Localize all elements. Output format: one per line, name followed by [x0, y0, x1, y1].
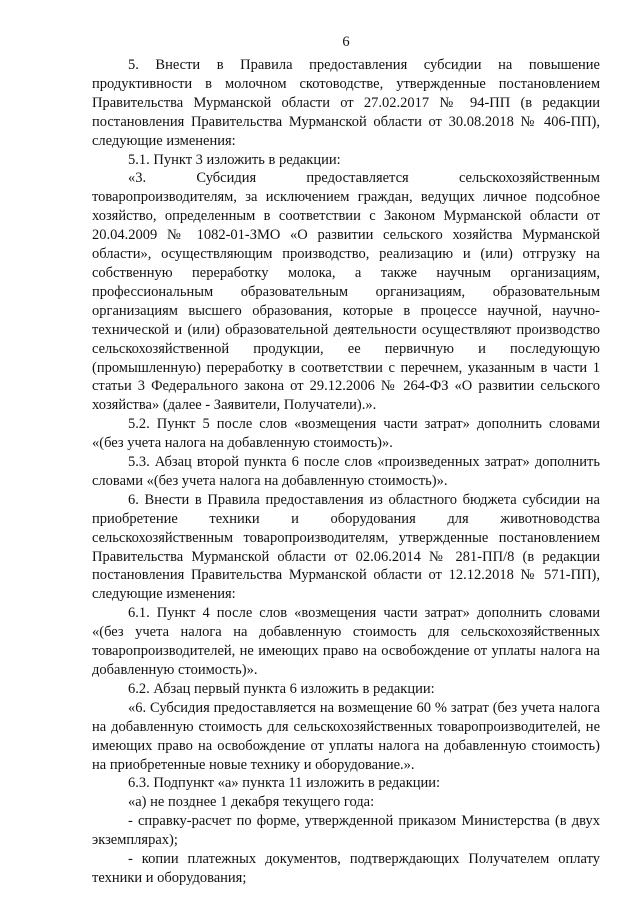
paragraph-6-1: 6.1. Пункт 4 после слов «возмещения части затрат» дополнить словами «(без учета налога на добавленную стоимость для сельскохозяйственных товаропроизводителей, не имеющих право на освобождение от уплаты налога на добавленную стоимость)».: [92, 605, 600, 678]
list-item-payment-copies: - копии платежных документов, подтверждающих Получателем оплату техники и оборудования;: [92, 851, 600, 886]
paragraph-6-2-text: «6. Субсидия предоставляется на возмещение 60 % затрат (без учета налога на добавленную стоимость для сельскохозяйственных товаропроизводителей, не имеющих право на освобождение от уплаты налога на добавленную стоимость) на приобретенные новые технику и оборудование.».: [92, 699, 600, 773]
paragraph-6-3-a: «а) не позднее 1 декабря текущего года:: [128, 794, 375, 811]
paragraph-5-1: 5.1. Пункт 3 изложить в редакции:: [128, 151, 341, 168]
paragraph-5-2: 5.2. Пункт 5 после слов «возмещения части затрат» дополнить словами «(без учета налога на добавленную стоимость)».: [92, 416, 600, 452]
paragraph-6-3: 6.3. Подпункт «а» пункта 11 изложить в редакции:: [128, 775, 441, 792]
document-body: [92, 56, 600, 888]
paragraph-5-1-text: «3. Субсидия предоставляется сельскохозяйственным товаропроизводителям, за исключением граждан, ведущих личное подсобное хозяйство, определенным в соответствии с Законом Мурманской области от 20.04.2009 № 1082-01-ЗМО «О развитии сельского хозяйства Мурманской области», осуществляющим производство, реализацию и (или) отгрузку на собственную переработку молока, а также научным организациям, профессиональным образовательным организациям, образовательным организациям высшего образования, которые в процессе научной, научно-технической и (или) образовательной деятельности осуществляют производство сельскохозяйственной продукции, ее первичную и последующую (промышленную) переработку в соответствии с перечнем, указанным в части 1 статьи 3 Федерального закона от 29.12.2006 № 264-ФЗ «О развитии сельского хозяйства» (далее - Заявители, Получатели).».: [92, 170, 600, 414]
paragraph-6: 6. Внести в Правила предоставления из областного бюджета субсидии на приобретение техники и оборудования для животноводства сельскохозяйственным товаропроизводителям, утвержденные постановлением Правительства Мурманской области от 02.06.2014 № 281-ПП/8 (в редакции постановления Правительства Мурманской области от 12.12.2018 № 571-ПП), следующие изменения:: [92, 491, 600, 603]
page-number: 6: [342, 34, 350, 50]
paragraph-6-2: 6.2. Абзац первый пункта 6 изложить в редакции:: [128, 680, 435, 697]
paragraph-5-3: 5.3. Абзац второй пункта 6 после слов «произведенных затрат» дополнить словами «(без учета налога на добавленную стоимость)».: [92, 454, 600, 489]
list-item-calculation: - справку-расчет по форме, утвержденной приказом Министерства (в двух экземплярах);: [92, 813, 600, 849]
paragraph-5: 5. Внести в Правила предоставления субсидии на повышение продуктивности в молочном скотоводстве, утвержденные постановлением Правительства Мурманской области от 27.02.2017 № 94-ПП (в редакции постановления Правительства Мурманской области от 30.08.2018 № 406-ПП), следующие изменения:: [92, 57, 600, 149]
